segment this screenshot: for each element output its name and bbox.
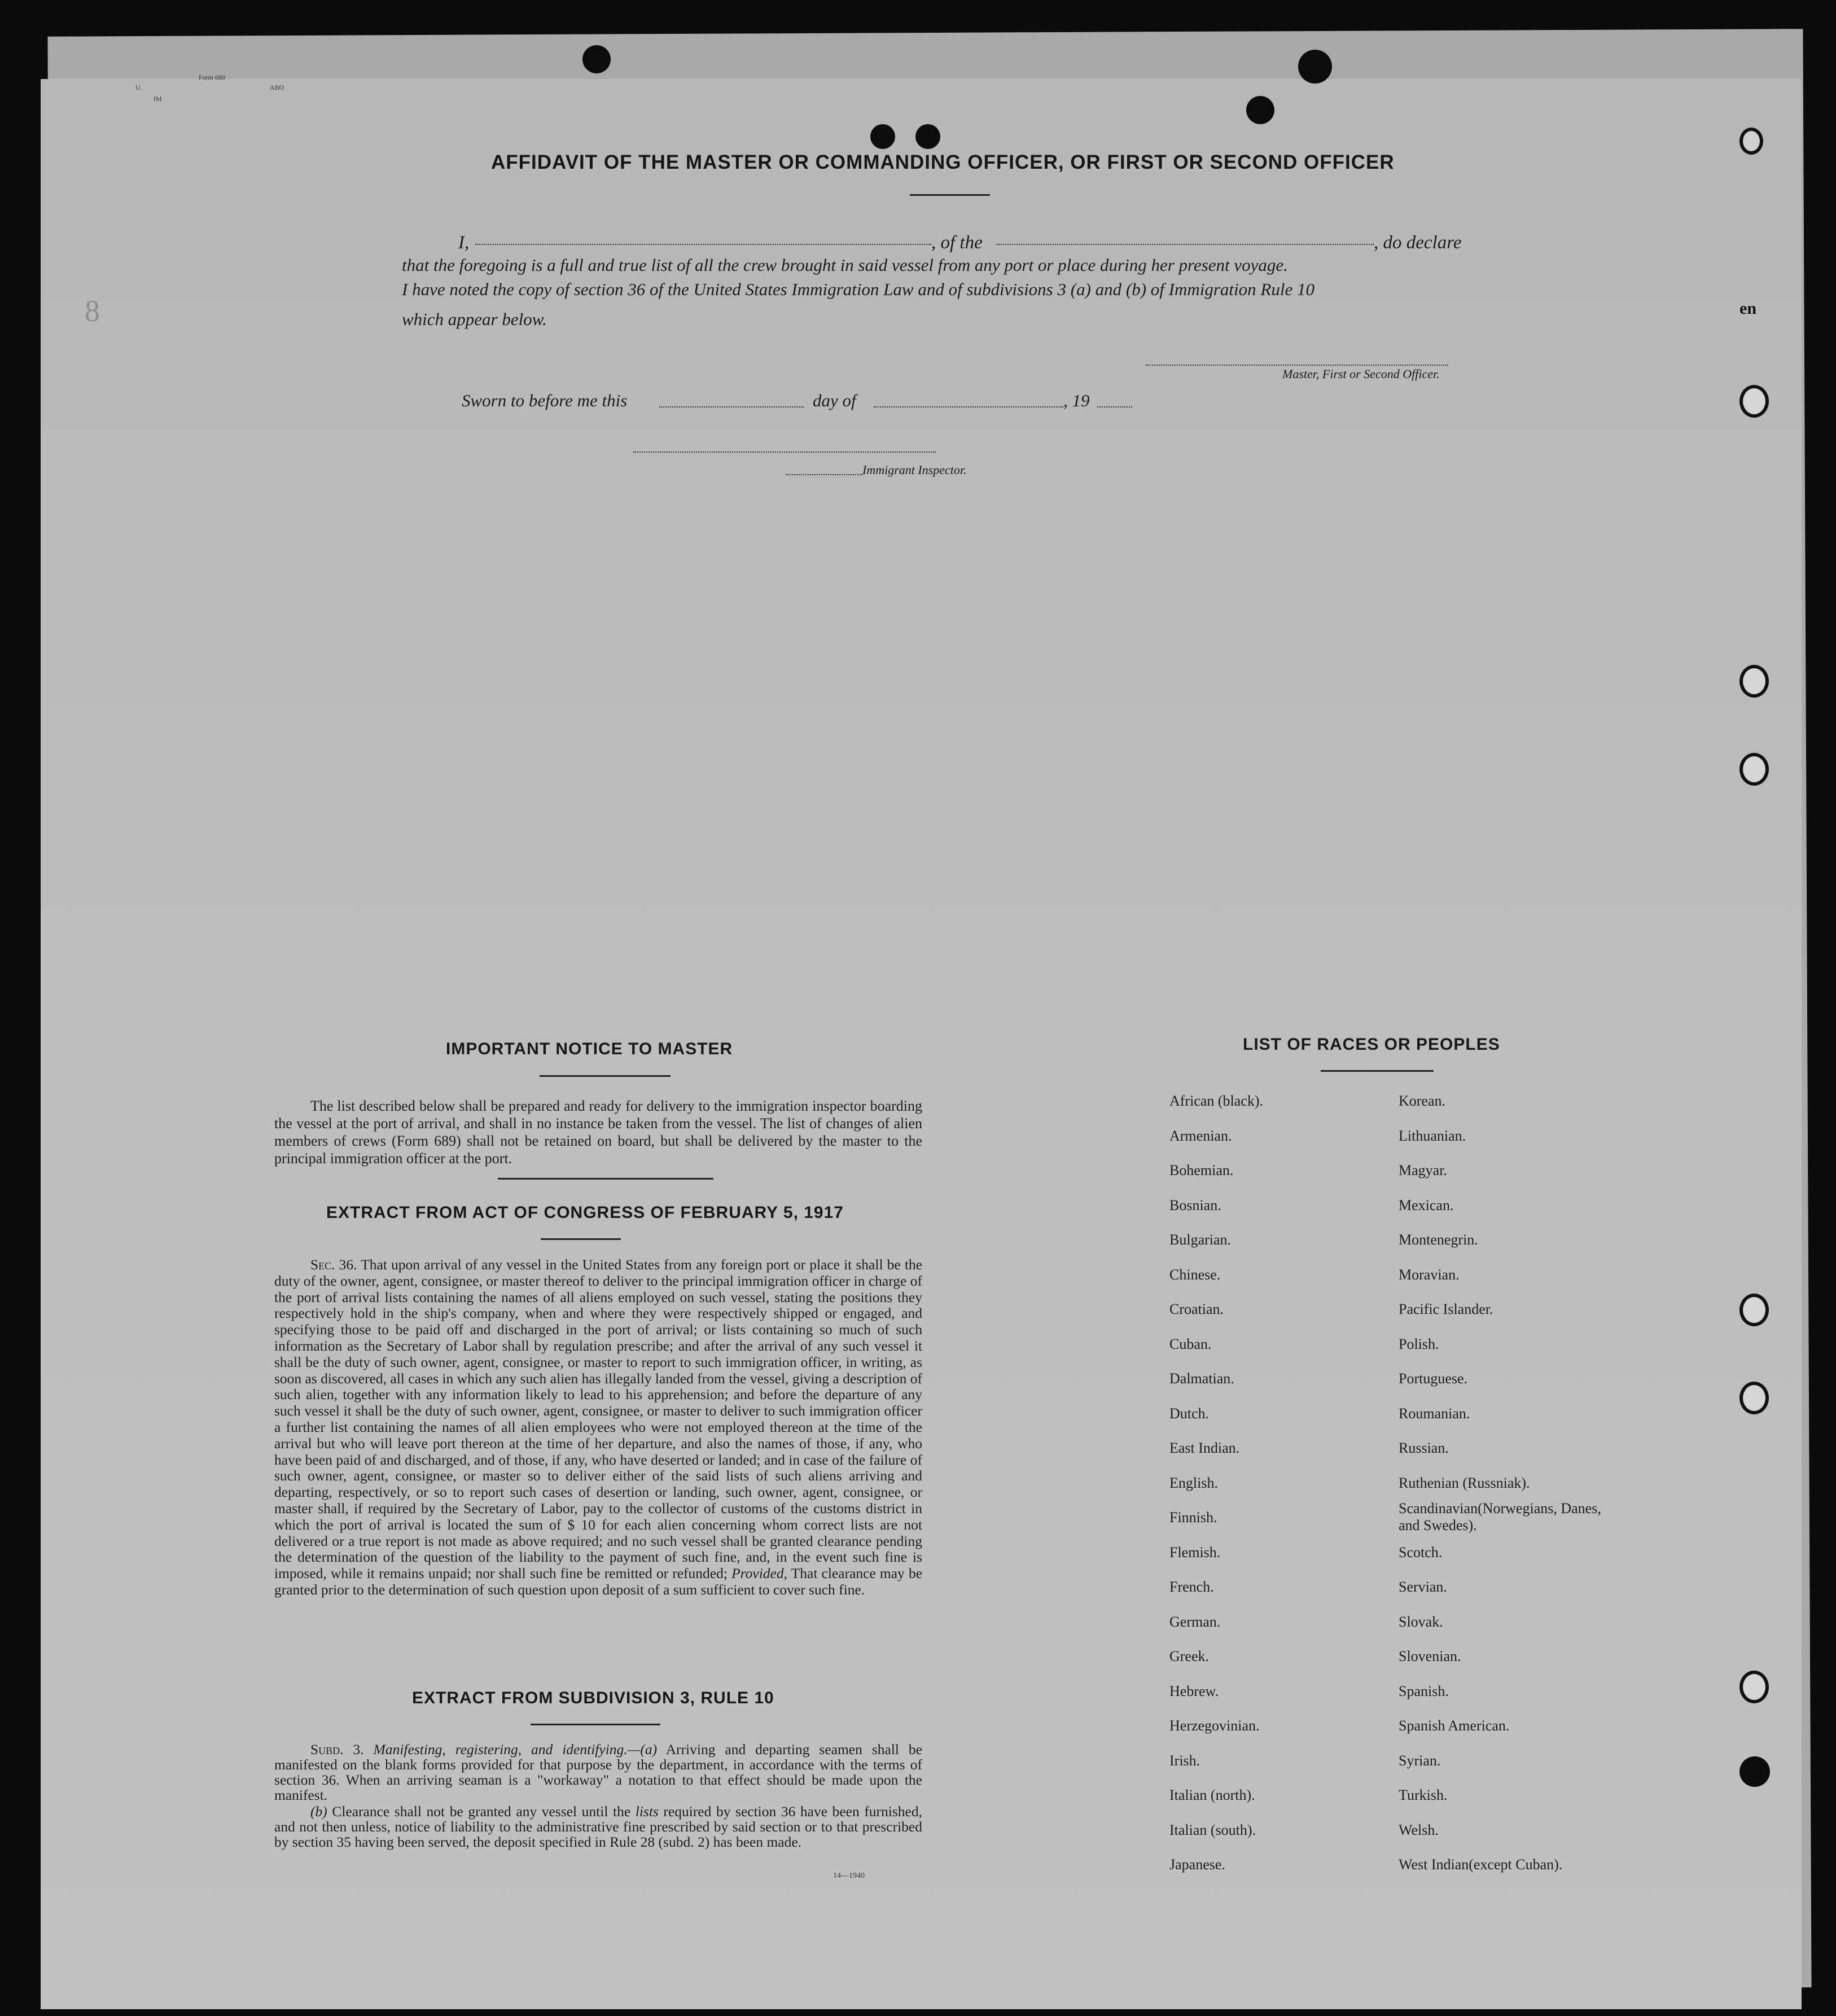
race-item: Japanese. bbox=[1169, 1856, 1225, 1873]
race-item: Lithuanian. bbox=[1399, 1127, 1466, 1144]
margin-mark-left: 8 bbox=[85, 294, 100, 328]
race-item: Chinese. bbox=[1169, 1266, 1221, 1283]
race-item: Flemish. bbox=[1169, 1544, 1221, 1561]
rule10-b-text-2: required by section 36 have been furnished, and not then unless, notice of liability to the administrative fine prescribed by said section or to that prescribed by section 35 having been served, the deposit specified in Rule 28 (subd. 2) has been made. bbox=[274, 1803, 923, 1850]
punch-hole bbox=[1298, 50, 1332, 84]
race-item: Slovak. bbox=[1399, 1613, 1443, 1630]
race-item: Magyar. bbox=[1399, 1162, 1447, 1178]
race-item: Bohemian. bbox=[1169, 1162, 1234, 1178]
race-item: Irish. bbox=[1169, 1752, 1200, 1769]
race-item: Scandinavian(Norwegians, Danes, and Swedes). bbox=[1399, 1500, 1601, 1533]
race-item: Ruthenian (Russniak). bbox=[1399, 1474, 1530, 1491]
notice-underline bbox=[540, 1075, 671, 1077]
print-code: 14—1940 bbox=[833, 1872, 865, 1880]
race-item: Bulgarian. bbox=[1169, 1231, 1232, 1248]
rule10-subd-title: Manifesting, registering, and identifying. bbox=[373, 1741, 628, 1758]
race-item: Turkish. bbox=[1399, 1787, 1448, 1803]
race-item: Moravian. bbox=[1399, 1266, 1460, 1283]
race-item: Italian (north). bbox=[1169, 1787, 1255, 1803]
inspector-caption: Immigrant Inspector. bbox=[862, 463, 967, 477]
binding-hole bbox=[1739, 665, 1769, 698]
races-left-column bbox=[1169, 1084, 1263, 1882]
notice-text: The list described below shall be prepared and ready for delivery to the immigration inspector boarding the vessel at the port of arrival, and shall in no instance be taken from the vessel. The list of changes of alien members of crews (Form 689) shall not be retained on board, but shall be delivered by the master to the principal immigration officer at the port. bbox=[274, 1098, 922, 1167]
race-item: West Indian(except Cuban). bbox=[1399, 1856, 1563, 1873]
binding-hole bbox=[1739, 1382, 1769, 1414]
race-item: Montenegrin. bbox=[1399, 1231, 1478, 1248]
rule10-subd-a bbox=[274, 1742, 922, 1803]
race-item: English. bbox=[1169, 1474, 1218, 1491]
races-heading: LIST OF RACES OR PEOPLES bbox=[1243, 1035, 1500, 1054]
race-item: Roumanian. bbox=[1399, 1405, 1470, 1422]
rule10-b-lists: lists bbox=[635, 1803, 659, 1820]
rule10-heading: EXTRACT FROM SUBDIVISION 3, RULE 10 bbox=[412, 1689, 774, 1707]
race-item: Finnish. bbox=[1169, 1509, 1217, 1526]
race-item: Herzegovinian. bbox=[1169, 1717, 1260, 1734]
race-item: Spanish. bbox=[1399, 1682, 1449, 1699]
stamp-text-1: U. bbox=[135, 84, 142, 91]
punch-hole bbox=[1246, 96, 1274, 124]
vessel-blank[interactable] bbox=[997, 244, 1374, 245]
races-underline bbox=[1321, 1070, 1434, 1072]
declare-of-the: , of the bbox=[931, 233, 983, 253]
binding-hole bbox=[1739, 385, 1769, 418]
punch-hole bbox=[915, 124, 940, 149]
inspector-signature-line[interactable] bbox=[633, 452, 936, 453]
race-item: Portuguese. bbox=[1399, 1370, 1468, 1387]
rule10-underline bbox=[531, 1724, 660, 1725]
margin-mark-right: en bbox=[1739, 299, 1756, 318]
notice-heading: IMPORTANT NOTICE TO MASTER bbox=[446, 1040, 733, 1058]
race-item: Spanish American. bbox=[1399, 1717, 1510, 1734]
name-blank[interactable] bbox=[475, 244, 931, 245]
master-signature-line[interactable] bbox=[1146, 365, 1448, 366]
act-section-36 bbox=[274, 1257, 922, 1598]
rule10-subd-b bbox=[274, 1804, 922, 1850]
stamp-text-3: ABO bbox=[270, 84, 284, 91]
race-item: Polish. bbox=[1399, 1335, 1439, 1352]
race-item: Syrian. bbox=[1399, 1752, 1441, 1769]
race-item: Korean. bbox=[1399, 1093, 1446, 1109]
race-item: Greek. bbox=[1169, 1648, 1210, 1664]
race-item: Servian. bbox=[1399, 1579, 1447, 1595]
act-section-label: Sec. 36. bbox=[310, 1256, 357, 1273]
act-provided-label: Provided, bbox=[731, 1565, 787, 1582]
inspector-signature-line-2 bbox=[786, 474, 862, 475]
act-section-text: That upon arrival of any vessel in the United States from any foreign port or place it shall be the duty of the owner, agent, consignee, or master thereof to deliver to the principal immigration officer in charge of the port of arrival lists containing the names of all aliens employed on such vessel, stating the positions they respectively hold in the ship's company, when and where they were respectively shipped or engaged, and specifying those to be paid off and discharged in the port of arrival; or lists containing so much of such information as the Secretary of Labor shall by regulation prescribe; and after the arrival of any such vessel it shall be the duty of such owner, agent, consignee, or master to report to such immigration officer, in writing, as soon as discovered, all cases in which any such alien has illegally landed from the vessel, giving a description of such alien, together with any information likely to lead to his apprehension; and before the departure of any such vessel it shall be the duty of such owner, agent, consignee, or master to deliver to such immigration officer a further list containing the names of all alien employees who were not employed thereon at the time of the arrival but who will leave port thereon at the time of her departure, and also the names of those, if any, who have been paid of and discharged, and of those, if any, who have deserted or landed; and in case of the failure of such owner, agent, consignee, or master so to deliver either of the said lists of such aliens arriving and departing, respectively, or so to report such cases of desertion or landing, such owner, agent, consignee, or master shall, if required by the Secretary of Labor, pay to the collector of customs of the customs district in which the port of arrival is located the sum of $ 10 for each alien concerning whom correct lists are not delivered or a true report is not made as above required; and no such vessel shall be granted clearance pending the determination of the question of the liability to the payment of such fine, and, in the event such fine is imposed, while it remains unpaid; nor shall such fine be remitted or refunded; bbox=[274, 1256, 922, 1582]
punch-hole bbox=[582, 45, 611, 73]
rule10-subd-label: Subd. 3. bbox=[310, 1741, 364, 1758]
punch-hole bbox=[870, 124, 895, 149]
sworn-text: Sworn to before me this bbox=[462, 391, 628, 410]
race-item: German. bbox=[1169, 1613, 1221, 1630]
binding-hole bbox=[1739, 753, 1769, 786]
sworn-year: , 19 bbox=[1063, 391, 1090, 410]
act-underline bbox=[541, 1238, 621, 1240]
rule10-b-label: (b) bbox=[310, 1803, 327, 1820]
races-right-column bbox=[1399, 1084, 1624, 1882]
race-item: Croatian. bbox=[1169, 1301, 1224, 1317]
title-underline bbox=[910, 194, 990, 196]
race-item: African (black). bbox=[1169, 1093, 1264, 1109]
sworn-day-of: day of bbox=[813, 391, 856, 410]
race-item: French. bbox=[1169, 1579, 1214, 1595]
binding-hole bbox=[1739, 128, 1763, 155]
form-number: Form 680 bbox=[199, 73, 226, 81]
notice-divider bbox=[498, 1178, 713, 1180]
race-item: Pacific Islander. bbox=[1399, 1301, 1493, 1317]
binding-hole bbox=[1739, 1671, 1769, 1703]
affidavit-title: AFFIDAVIT OF THE MASTER OR COMMANDING OFFICER, OR FIRST OR SECOND OFFICER bbox=[491, 151, 1395, 173]
declare-end: , do declare bbox=[1374, 233, 1462, 253]
sworn-month-blank[interactable] bbox=[874, 406, 1063, 407]
rule10-b-text-1: Clearance shall not be granted any vessel until the bbox=[332, 1803, 631, 1820]
affidavit-line-3: I have noted the copy of section 36 of the United States Immigration Law and of subdivisions 3 (a) and (b) of Immigration Rule 10 bbox=[402, 279, 1314, 299]
race-item: Italian (south). bbox=[1169, 1821, 1256, 1838]
race-item: Armenian. bbox=[1169, 1127, 1232, 1144]
stamp-text-2: IM bbox=[154, 95, 162, 103]
declare-i: I, bbox=[458, 233, 470, 253]
affidavit-line-2: that the foregoing is a full and true list of all the crew brought in said vessel from any port or place during her present voyage. bbox=[402, 255, 1288, 275]
race-item: Bosnian. bbox=[1169, 1197, 1221, 1213]
race-item: Dalmatian. bbox=[1169, 1370, 1234, 1387]
sworn-year-blank[interactable] bbox=[1097, 406, 1132, 407]
act-heading: EXTRACT FROM ACT OF CONGRESS OF FEBRUARY 5, 1917 bbox=[326, 1203, 844, 1222]
affidavit-line-4: which appear below. bbox=[402, 309, 547, 329]
race-item: Mexican. bbox=[1399, 1197, 1454, 1213]
binding-hole bbox=[1739, 1756, 1770, 1787]
race-item: Scotch. bbox=[1399, 1544, 1443, 1561]
master-caption: Master, First or Second Officer. bbox=[1282, 367, 1440, 381]
race-item: Dutch. bbox=[1169, 1405, 1210, 1422]
race-item: Russian. bbox=[1399, 1440, 1449, 1456]
race-item: East Indian. bbox=[1169, 1440, 1240, 1456]
race-item: Hebrew. bbox=[1169, 1682, 1219, 1699]
race-item: Slovenian. bbox=[1399, 1648, 1461, 1664]
rule10-a-label: —(a) bbox=[627, 1741, 658, 1758]
sworn-day-blank[interactable] bbox=[659, 406, 804, 407]
binding-hole bbox=[1739, 1294, 1769, 1326]
race-item: Cuban. bbox=[1169, 1335, 1212, 1352]
race-item: Welsh. bbox=[1399, 1821, 1439, 1838]
rule10-a-text: Arriving and departing seamen shall be manifested on the blank forms provided for that purpose by the department, in accordance with the terms of section 36. When an arriving seaman is a "workaway" a notation to that effect should be made upon the manifest. bbox=[274, 1741, 923, 1803]
act-provided-text: That clearance may be granted prior to the determination of such question upon deposit of a sum sufficient to cover such fine. bbox=[274, 1565, 923, 1598]
